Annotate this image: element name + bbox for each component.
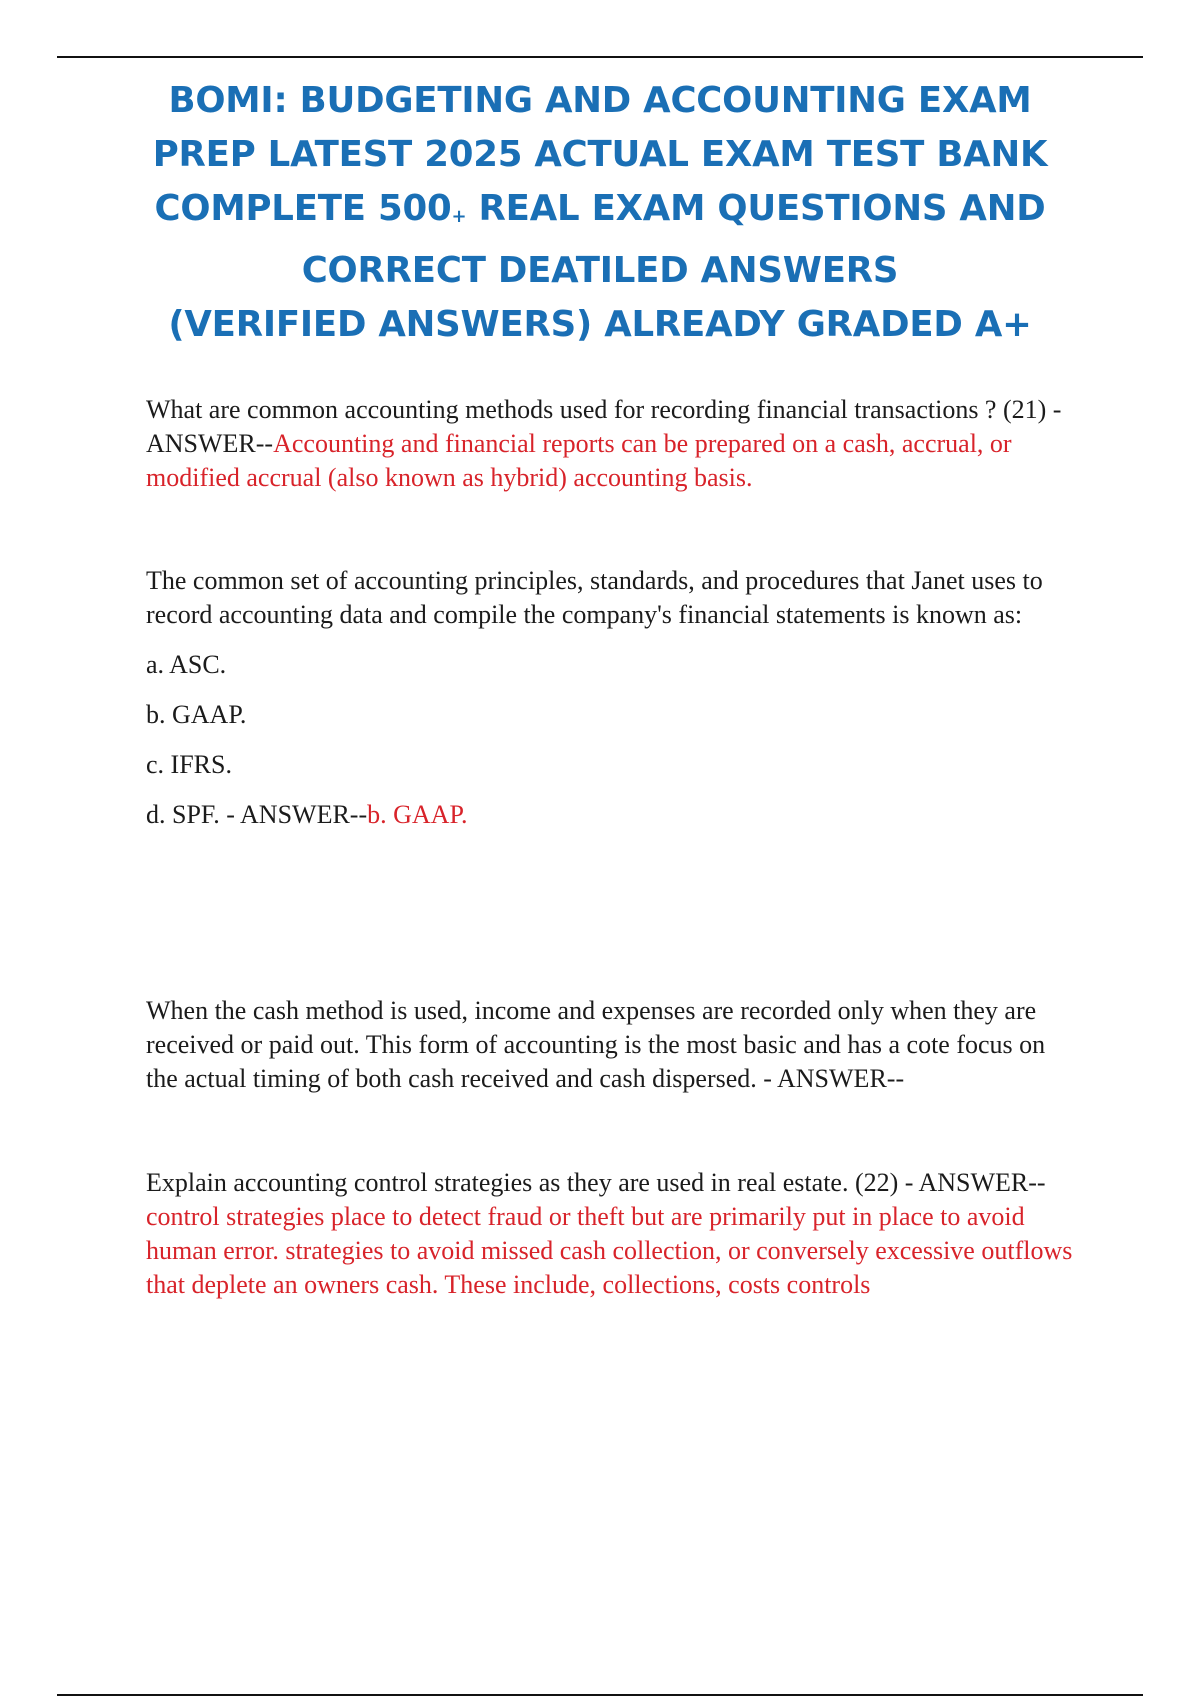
question-4-answer: control strategies place to detect fraud or theft but are primarily put in place to avoid human error. strategies to avoid missed cash collection, or conversely excessive outflows that deplete an owners cash. These include, collections, costs controls <box>146 1202 1073 1299</box>
question-3-text <box>146 994 1076 1096</box>
question-1-answer: Accounting and financial reports can be prepared on a cash, accrual, or modified accrual (also known as hybrid) accounting basis. <box>146 429 1012 492</box>
title-line-3 <box>120 182 1080 244</box>
question-2-option-a: a. ASC. <box>146 650 227 679</box>
question-4-text <box>146 1166 1076 1302</box>
question-block-3 <box>146 994 1076 1096</box>
title-line-3-part-a: COMPLETE 500 <box>154 188 452 229</box>
question-block-1 <box>146 393 1076 495</box>
title-line-5: (VERIFIED ANSWERS) ALREADY GRADED A+ <box>168 304 1032 345</box>
question-1-stem: What are common accounting methods used for recording financial transactions ? (21) - ANSWER-- <box>146 395 1062 458</box>
question-1-text <box>146 393 1076 495</box>
document-title <box>120 74 1080 352</box>
title-line-2: PREP LATEST 2025 ACTUAL EXAM TEST BANK <box>152 134 1048 175</box>
question-4-stem: Explain accounting control strategies as they are used in real estate. (22) - ANSWER-- <box>146 1168 1046 1197</box>
question-2-option-d-text: d. SPF. - ANSWER-- <box>146 800 368 829</box>
question-block-2 <box>146 564 1076 832</box>
title-plus-sign: + <box>451 206 467 227</box>
top-rule <box>57 56 1143 58</box>
question-2-stem: The common set of accounting principles, standards, and procedures that Janet uses to record accounting data and compile the company's financial statements is known as: <box>146 566 1043 629</box>
title-line-4: CORRECT DEATILED ANSWERS <box>301 250 899 291</box>
bottom-rule <box>57 1694 1143 1696</box>
question-3-stem: When the cash method is used, income and expenses are recorded only when they are received or paid out. This form of accounting is the most basic and has a cote focus on the actual timing of both cash received and cash dispersed. - ANSWER-- <box>146 996 1046 1093</box>
question-block-4 <box>146 1166 1076 1302</box>
question-2-option-b: b. GAAP. <box>146 700 247 729</box>
question-2-option-d <box>146 798 1076 832</box>
question-2-answer: b. GAAP. <box>367 800 468 829</box>
title-line-1: BOMI: BUDGETING AND ACCOUNTING EXAM <box>168 80 1032 121</box>
title-line-3-part-b: REAL EXAM QUESTIONS AND <box>466 188 1046 229</box>
question-2-option-c: c. IFRS. <box>146 750 232 779</box>
